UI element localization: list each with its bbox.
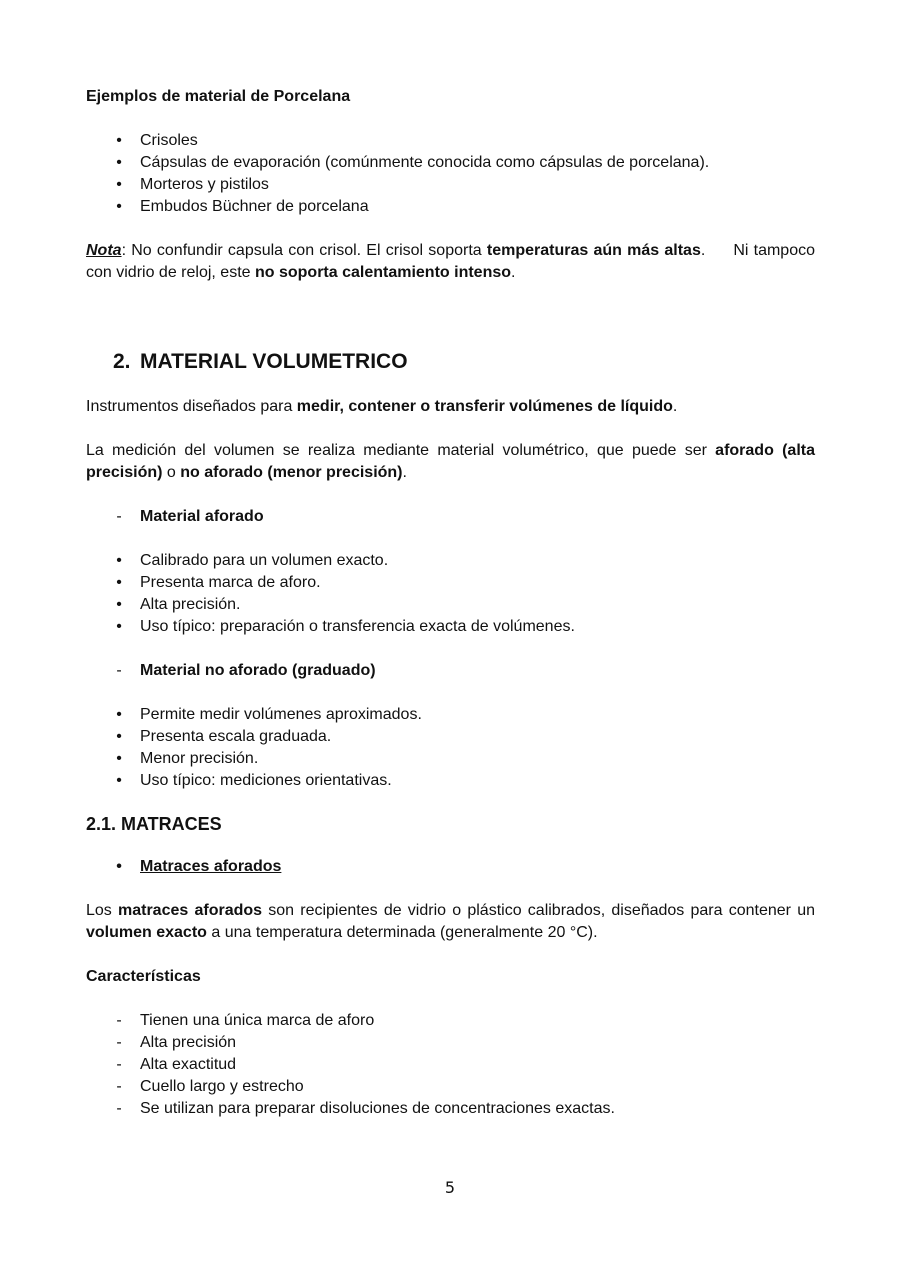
dash-icon: -: [116, 1100, 122, 1117]
document-page: [86, 86, 815, 1120]
bullet-icon: •: [116, 858, 122, 875]
page-number: 5: [444, 1178, 456, 1197]
list-item: • Presenta escala graduada.: [86, 726, 815, 748]
bullet-icon: •: [116, 198, 122, 215]
list-item: • Calibrado para un volumen exacto.: [86, 550, 815, 572]
list-item: • Crisoles: [86, 130, 815, 152]
bullet-icon: •: [116, 574, 122, 591]
section-2-1-heading: 2.1. MATRACES: [86, 814, 222, 834]
nota-label: Nota: [86, 242, 122, 259]
list-item: • Menor precisión.: [86, 748, 815, 770]
list-item: • Alta precisión.: [86, 594, 815, 616]
material-no-aforado-heading: - Material no aforado (graduado): [86, 660, 815, 682]
list-item: - Se utilizan para preparar disoluciones de concentraciones exactas.: [86, 1098, 815, 1120]
bullet-icon: •: [116, 618, 122, 635]
bullet-icon: •: [116, 772, 122, 789]
list-item: • Uso típico: preparación o transferencia exacta de volúmenes.: [86, 616, 815, 638]
list-item: • Permite medir volúmenes aproximados.: [86, 704, 815, 726]
dash-icon: -: [116, 508, 122, 525]
bullet-icon: •: [116, 706, 122, 723]
matraces-description: Los matraces aforados son recipientes de vidrio o plástico calibrados, diseñados para contener un volumen exacto a una temperatura determinada (generalmente 20 °C).: [86, 902, 815, 941]
no-aforado-list: [86, 704, 815, 792]
aforado-list: [86, 550, 815, 638]
dash-icon: -: [116, 662, 122, 679]
list-item: • Cápsulas de evaporación (comúnmente conocida como cápsulas de porcelana).: [86, 152, 815, 174]
dash-icon: -: [116, 1034, 122, 1051]
dash-icon: -: [116, 1056, 122, 1073]
section-2-intro: Instrumentos diseñados para medir, contener o transferir volúmenes de líquido.: [86, 398, 678, 415]
bullet-icon: •: [116, 132, 122, 149]
caracteristicas-list: [86, 1010, 815, 1120]
bullet-icon: •: [116, 176, 122, 193]
porcelana-list: [86, 130, 815, 218]
material-aforado-heading: - Material aforado: [86, 506, 815, 528]
list-item: - Tienen una única marca de aforo: [86, 1010, 815, 1032]
section-2-heading: 2. MATERIAL VOLUMETRICO: [113, 350, 408, 373]
bullet-icon: •: [116, 154, 122, 171]
list-item: • Presenta marca de aforo.: [86, 572, 815, 594]
list-item: • Uso típico: mediciones orientativas.: [86, 770, 815, 792]
bullet-icon: •: [116, 552, 122, 569]
dash-icon: -: [116, 1078, 122, 1095]
list-item: - Alta precisión: [86, 1032, 815, 1054]
bullet-icon: •: [116, 750, 122, 767]
matraces-aforados-heading: • Matraces aforados: [86, 856, 815, 878]
dash-icon: -: [116, 1012, 122, 1029]
list-item: • Morteros y pistilos: [86, 174, 815, 196]
caracteristicas-heading: Características: [86, 968, 201, 985]
list-item: - Cuello largo y estrecho: [86, 1076, 815, 1098]
list-item: - Alta exactitud: [86, 1054, 815, 1076]
bullet-icon: •: [116, 596, 122, 613]
medicion-paragraph: La medición del volumen se realiza mediante material volumétrico, que puede ser aforado (alta precisión) o no aforado (menor precisión).: [86, 442, 815, 481]
porcelana-heading: Ejemplos de material de Porcelana: [86, 88, 351, 105]
list-item: • Embudos Büchner de porcelana: [86, 196, 815, 218]
nota-paragraph: Nota: No confundir capsula con crisol. El crisol soporta temperaturas aún más altas. Ni tampoco con vidrio de reloj, este no soporta calentamiento intenso.: [86, 242, 816, 281]
bullet-icon: •: [116, 728, 122, 745]
